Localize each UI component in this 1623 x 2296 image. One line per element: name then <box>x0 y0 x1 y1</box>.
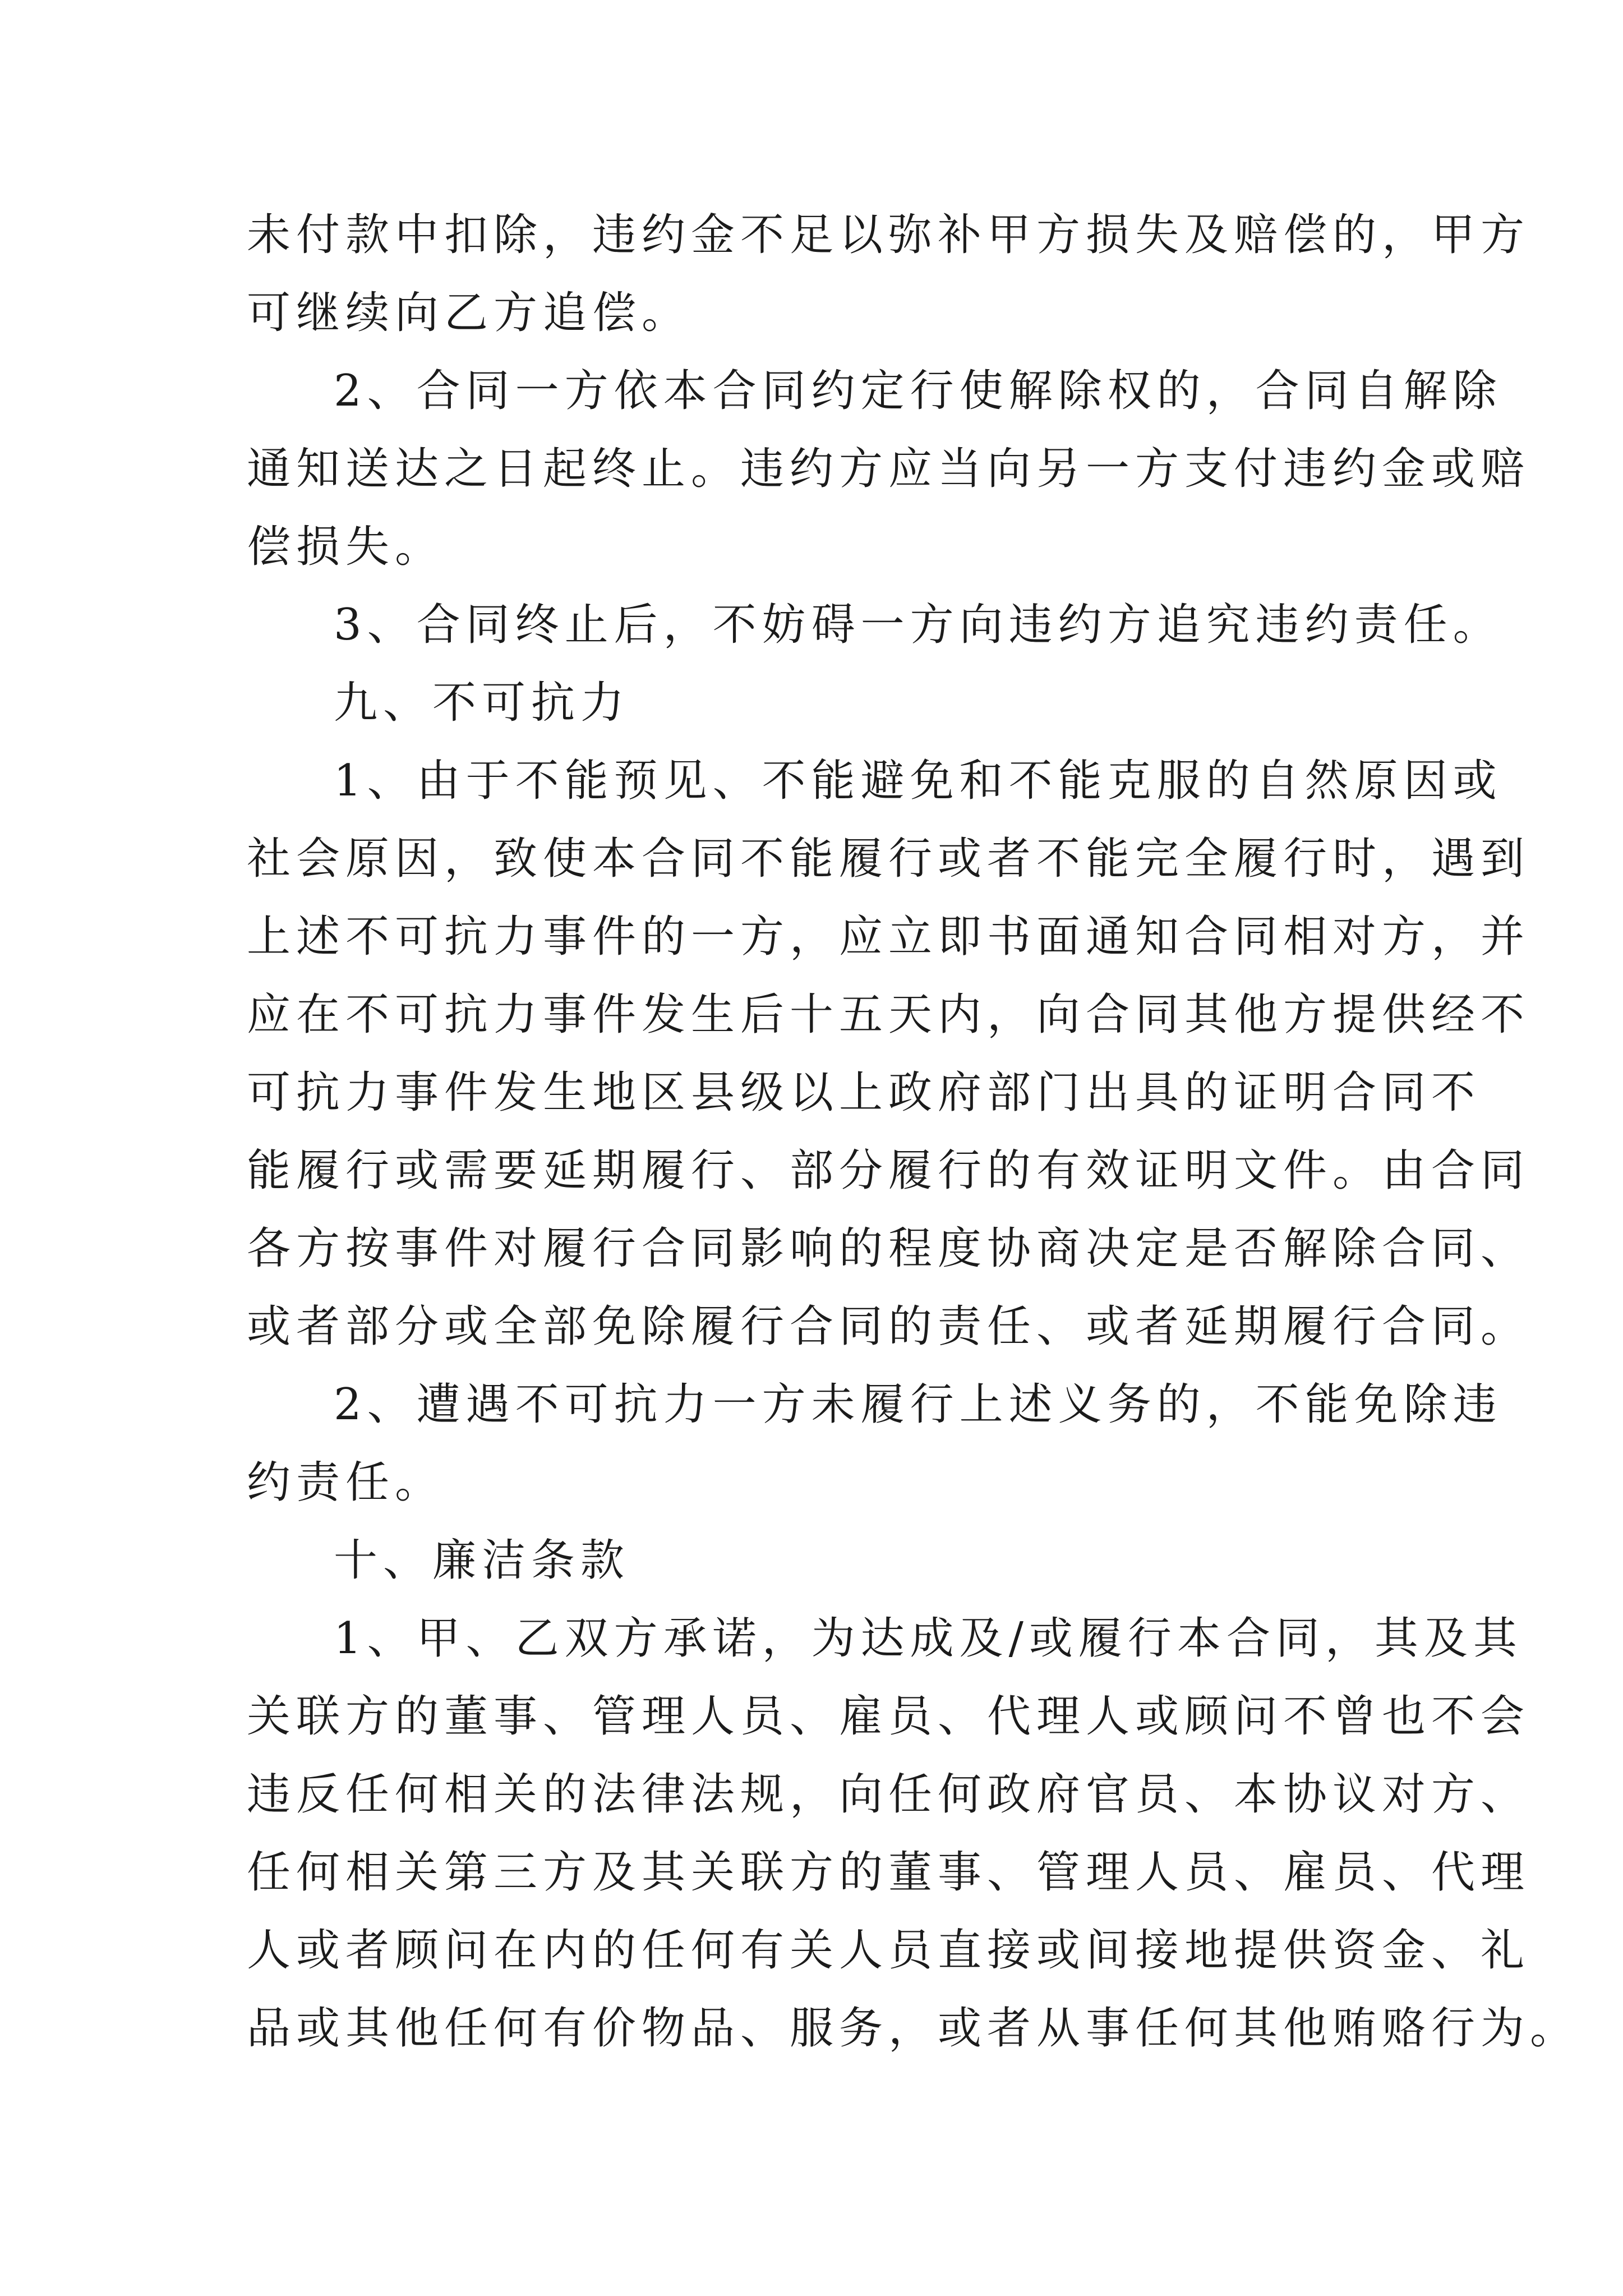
text-line: 1、甲、乙双方承诺，为达成及/或履行本合同，其及其 <box>334 1613 1523 1664</box>
text-line: 1、由于不能预见、不能避免和不能克服的自然原因或 <box>334 756 1502 806</box>
text-line: 品或其他任何有价物品、服务，或者从事任何其他贿赂行为。 <box>247 2003 1580 2054</box>
text-line: 约责任。 <box>247 1457 445 1508</box>
text-line: 2、合同一方依本合同约定行使解除权的，合同自解除 <box>334 366 1502 416</box>
text-line: 可继续向乙方追偿。 <box>247 288 691 338</box>
section-heading: 十、廉洁条款 <box>334 1535 630 1586</box>
text-line: 任何相关第三方及其关联方的董事、管理人员、雇员、代理 <box>247 1847 1530 1898</box>
text-line: 可抗力事件发生地区县级以上政府部门出具的证明合同不 <box>247 1068 1481 1118</box>
text-line: 违反任何相关的法律法规，向任何政府官员、本协议对方、 <box>247 1769 1530 1820</box>
text-line: 关联方的董事、管理人员、雇员、代理人或顾问不曾也不会 <box>247 1691 1530 1742</box>
text-line: 未付款中扣除，违约金不足以弥补甲方损失及赔偿的，甲方 <box>247 210 1530 260</box>
text-line: 能履行或需要延期履行、部分履行的有效证明文件。由合同 <box>247 1145 1530 1196</box>
section-heading: 九、不可抗力 <box>334 678 630 728</box>
text-line: 应在不可抗力事件发生后十五天内，向合同其他方提供经不 <box>247 990 1530 1040</box>
text-line: 人或者顾问在内的任何有关人员直接或间接地提供资金、礼 <box>247 1925 1530 1976</box>
contract-text <box>247 196 1580 2068</box>
text-line: 社会原因，致使本合同不能履行或者不能完全履行时，遇到 <box>247 834 1530 884</box>
text-line: 或者部分或全部免除履行合同的责任、或者延期履行合同。 <box>247 1301 1530 1352</box>
text-line: 3、合同终止后，不妨碍一方向违约方追究违约责任。 <box>334 600 1502 650</box>
text-line: 偿损失。 <box>247 522 445 572</box>
text-line: 上述不可抗力事件的一方，应立即书面通知合同相对方，并 <box>247 912 1530 962</box>
text-line: 各方按事件对履行合同影响的程度协商决定是否解除合同、 <box>247 1223 1530 1274</box>
text-line: 通知送达之日起终止。违约方应当向另一方支付违约金或赔 <box>247 444 1530 494</box>
text-line: 2、遭遇不可抗力一方未履行上述义务的，不能免除违 <box>334 1379 1502 1430</box>
